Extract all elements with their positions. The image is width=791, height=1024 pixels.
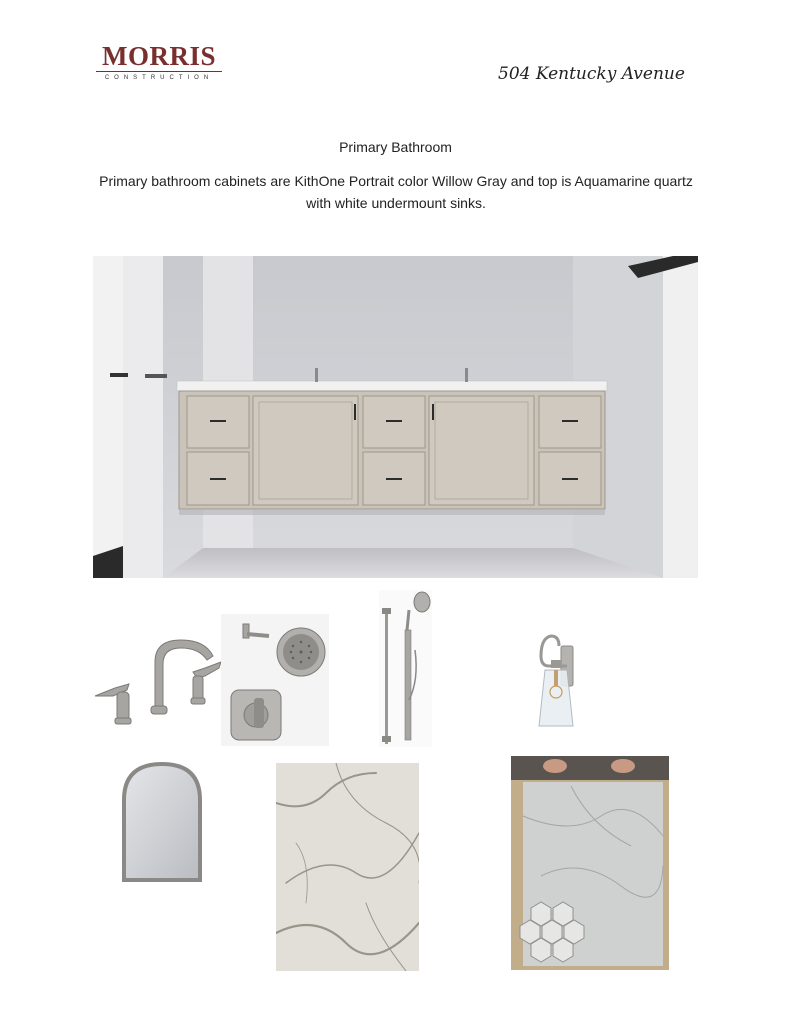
quartz-countertop-sample-image xyxy=(276,763,419,971)
company-logo xyxy=(96,42,222,82)
section-title: Primary Bathroom xyxy=(339,139,452,155)
section-description: Primary bathroom cabinets are KithOne Portrait color Willow Gray and top is Aquamarine quartz with white undermount sinks. xyxy=(99,173,693,211)
sink-faucet-image xyxy=(93,632,223,732)
logo-divider xyxy=(96,71,222,72)
logo-subtext: CONSTRUCTION xyxy=(104,75,214,81)
logo-wordmark: MORRIS xyxy=(101,41,216,71)
arched-mirror-image xyxy=(120,760,204,884)
shower-head-trim-image xyxy=(221,614,329,746)
wall-sconce-image xyxy=(521,626,587,732)
vanity-rendering-image xyxy=(93,256,698,578)
hand-shower-slide-bar-image xyxy=(379,590,432,747)
project-address: 504 Kentucky Avenue xyxy=(498,64,685,84)
marble-tile-sample-image xyxy=(511,756,669,970)
